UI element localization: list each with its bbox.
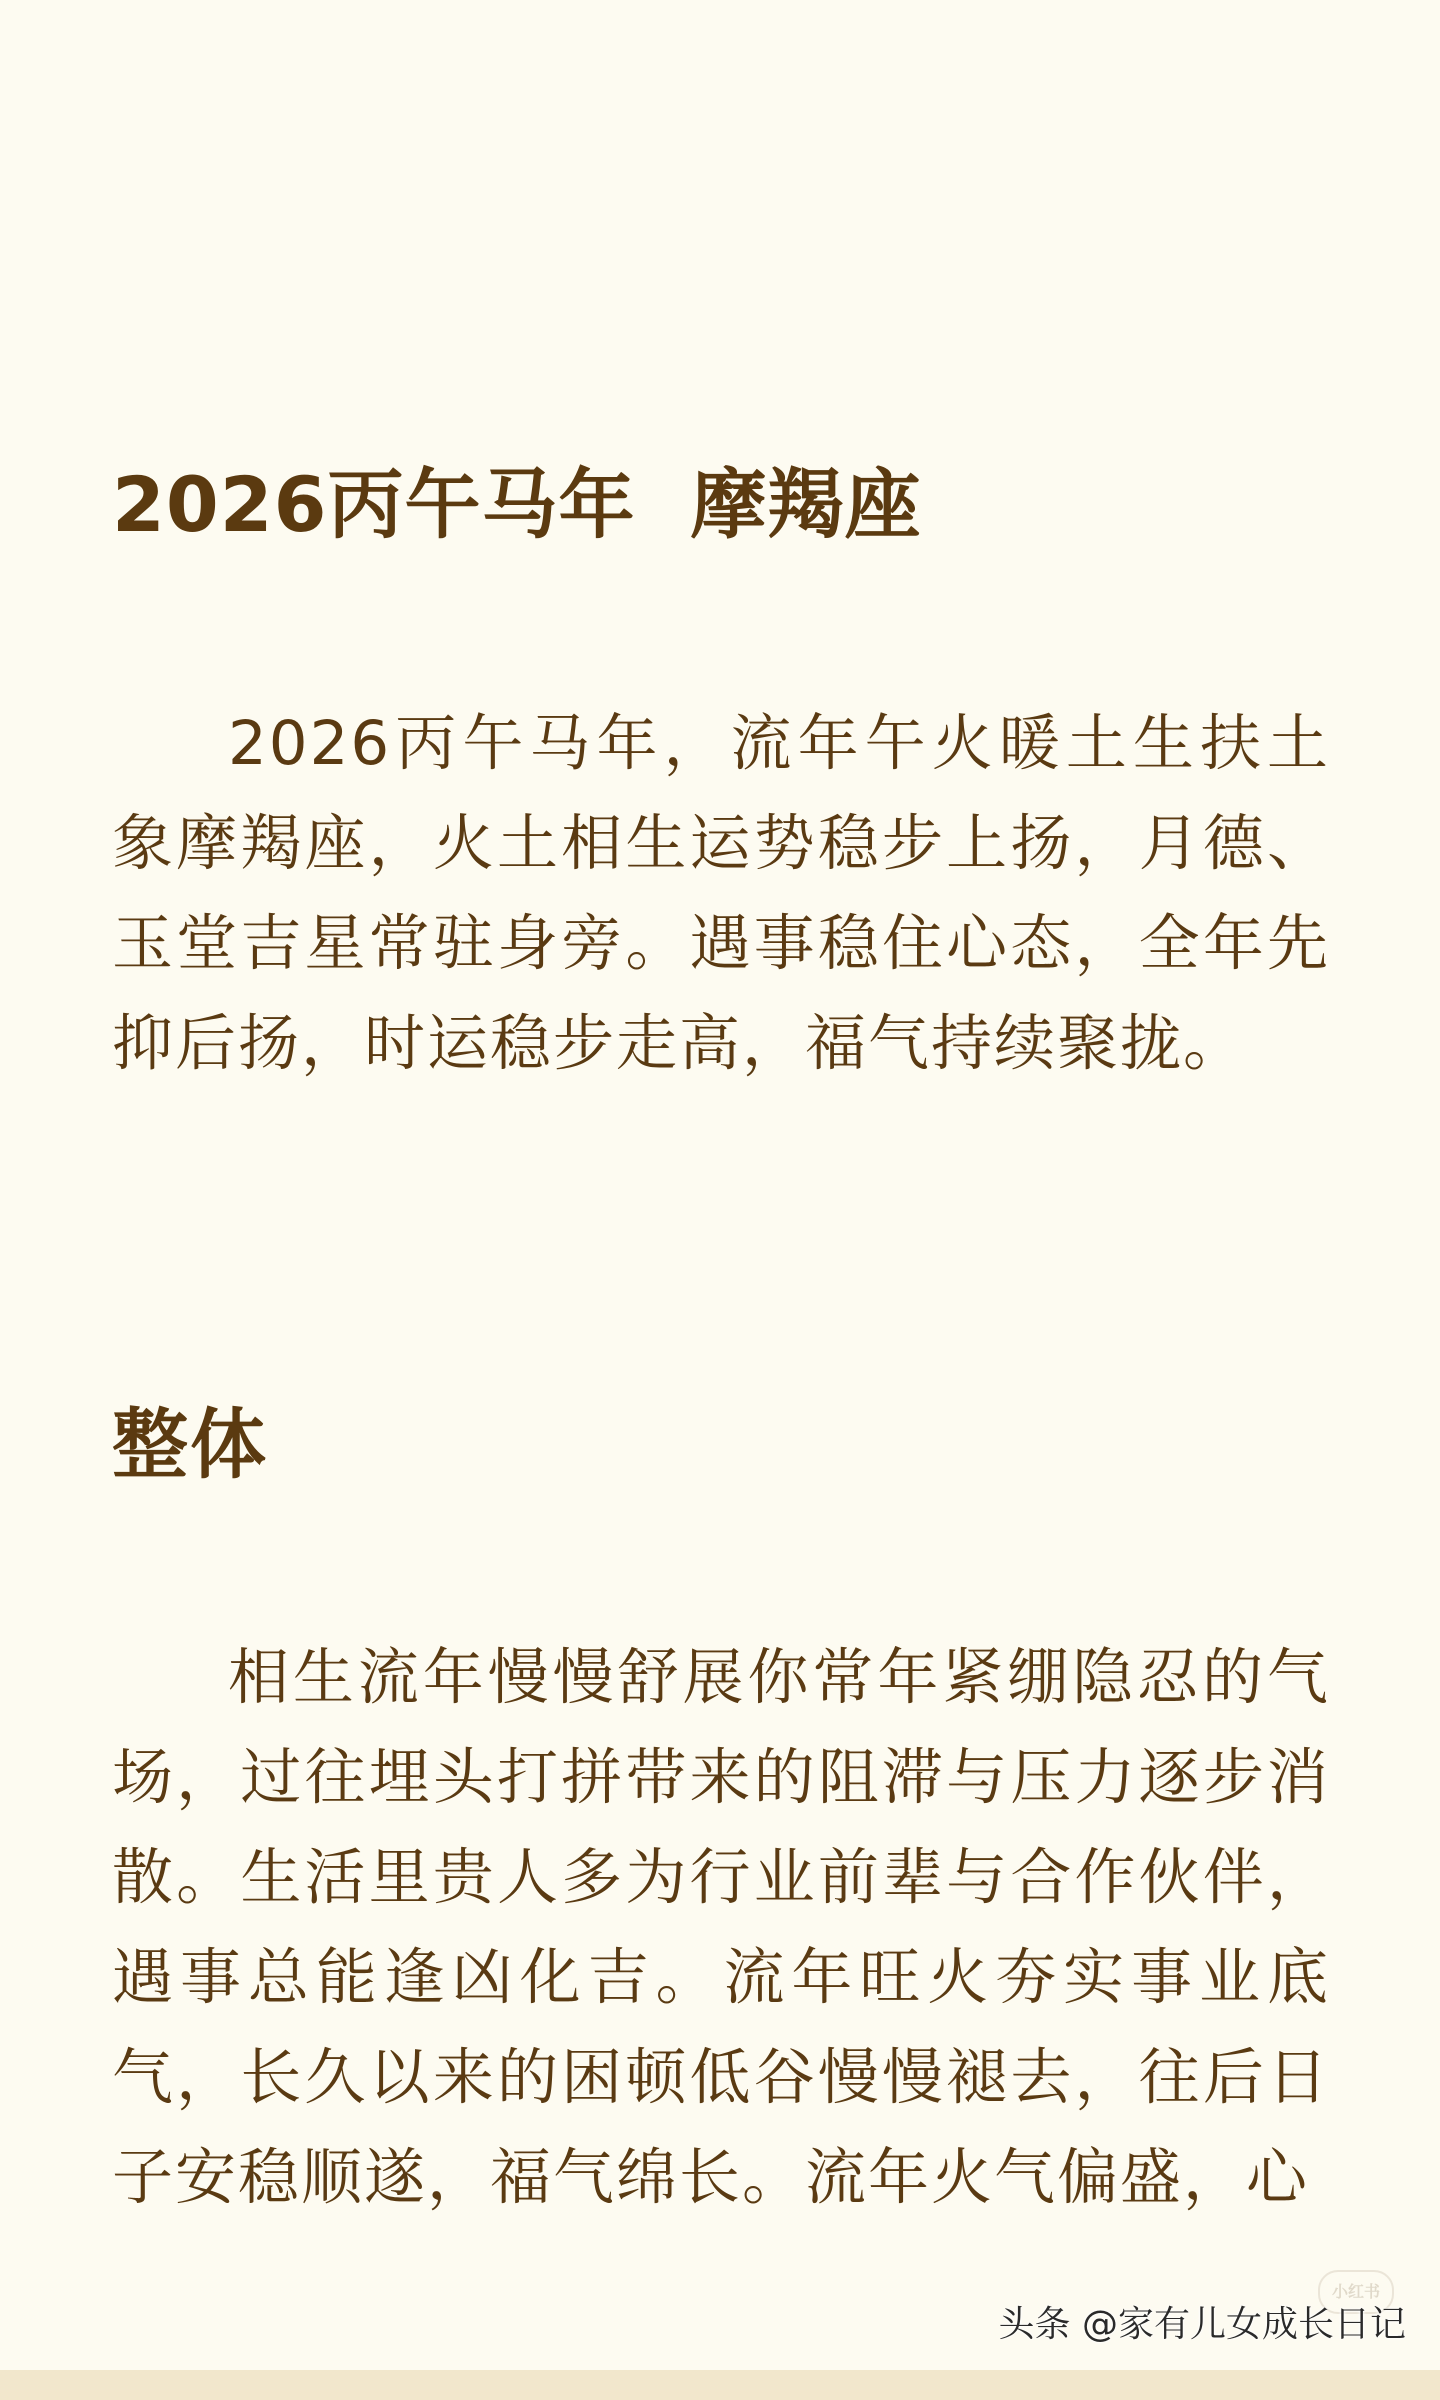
article-title: 2026丙午马年 摩羯座 bbox=[112, 460, 922, 549]
intro-paragraph: 2026丙午马年，流年午火暖土生扶土象摩羯座，火土相生运势稳步上扬，月德、玉堂吉星常驻身旁。遇事稳住心态，全年先抑后扬，时运稳步走高，福气持续聚拢。 bbox=[112, 708, 1330, 1079]
section-heading-overall: 整体 bbox=[112, 1400, 268, 1489]
source-credit: 头条 @家有儿女成长日记 bbox=[998, 2304, 1406, 2345]
overall-paragraph: 相生流年慢慢舒展你常年紧绷隐忍的气场，过往埋头打拼带来的阻滞与压力逐步消散。生活里贵人多为行业前辈与合作伙伴，遇事总能逢凶化吉。流年旺火夯实事业底气，长久以来的困顿低谷慢慢褪去，往后日子安稳顺遂，福气绵长。流年火气偏盛，心 bbox=[112, 1642, 1330, 2213]
watermark-logo: 小红书 bbox=[1318, 2270, 1394, 2314]
bottom-strip bbox=[0, 2370, 1440, 2400]
